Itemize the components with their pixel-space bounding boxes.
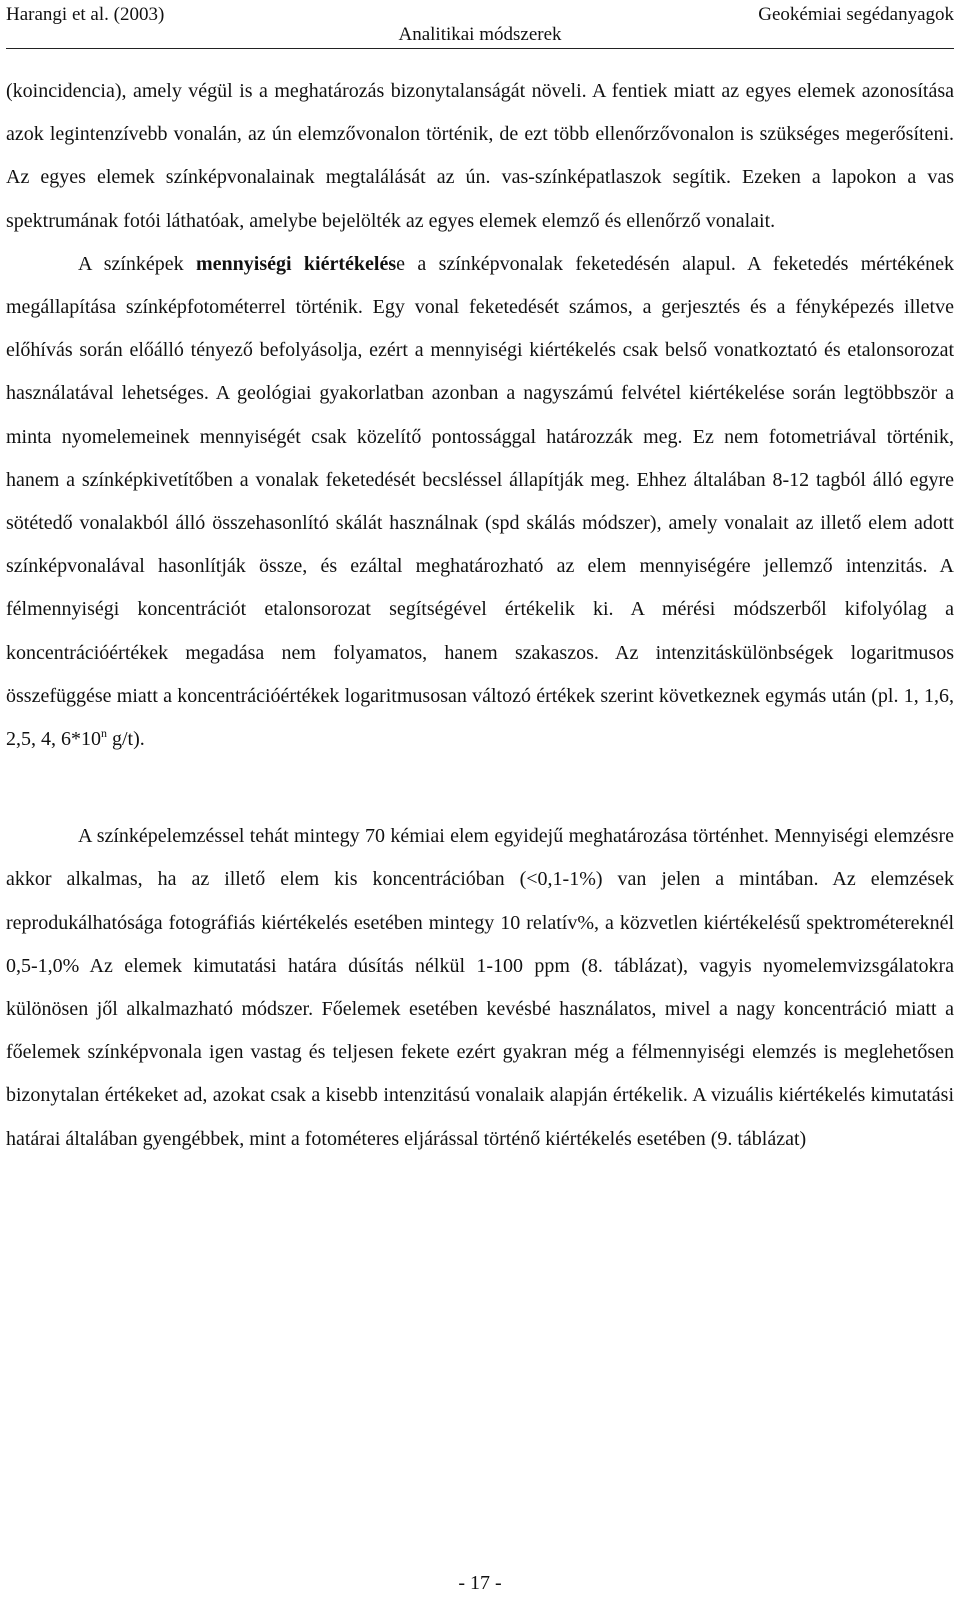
paragraph-2-lead: A színképek <box>78 252 197 275</box>
paragraph-3 <box>6 815 954 1161</box>
header-series-title: Geokémiai segédanyagok <box>758 4 954 25</box>
bold-term: mennyiségi kiértékelés <box>196 252 397 275</box>
header-author: Harangi et al. (2003) <box>6 4 165 25</box>
header-divider <box>6 48 954 49</box>
superscript-n: n <box>101 726 107 741</box>
page-number: - 17 - <box>458 1572 502 1594</box>
paragraph-3-text: A színképelemzéssel tehát mintegy 70 kémiai elem egyidejű meghatározása történhet. Mennyiségi elemzésre akkor alkalmas, ha az illető elem kis koncentrációban (<0,1-1%) van jelen a mintában. Az elemzések reprodukálhatósága fotográfiás kiértékelés esetében mintegy 10 relatív%, a közvetlen kiértékelésű spektrométereknél 0,5-1,0% Az elemek kimutatási határa dúsítás nélkül 1-100 ppm (8. táblázat), vagyis nyomelemvizsgálatokra különösen jől alkalmazható módszer. Főelemek esetében kevésbé használatos, mivel a nagy koncentráció miatt a főelemek színképvonala igen vastag és teljesen fekete ezért gyakran még a félmennyiségi elemzés is meglehetősen bizonytalan értékeket ad, azokat csak a kisebb intenzitású vonalaik alapján értékelik. A vizuális kiértékelés kimutatási határai általában gyengébbek, mint a fotométeres eljárással történő kiértékelés esetében (9. táblázat) <box>6 825 954 1150</box>
paragraph-2 <box>6 243 954 761</box>
page-body <box>6 70 954 1161</box>
paragraph-gap <box>6 761 954 815</box>
header-section-title: Analitikai módszerek <box>398 24 562 45</box>
paragraph-1-text: (koincidencia), amely végül is a meghatározás bizonytalanságát növeli. A fentiek miatt az egyes elemek azonosítása azok legintenzívebb vonalán, az ún elemzővonalon történik, de ezt több ellenőrzővonalon is szükséges megerősíteni. Az egyes elemek színképvonalainak megtalálását az ún. vas-színképatlaszok segítik. Ezeken a lapokon a vas spektrumának fotói láthatóak, amelybe bejelölték az egyes elemek elemző és ellenőrző vonalait. <box>6 80 954 232</box>
paragraph-1 <box>6 70 954 243</box>
paragraph-2-tail: g/t). <box>107 728 145 751</box>
paragraph-2-text: e a színképvonalak feketedésén alapul. A feketedés mértékének megállapítása színképfotométerrel történik. Egy vonal feketedését számos, a gerjesztés és a fényképezés illetve előhívás során előálló tényező befolyásolja, ezért a mennyiségi kiértékelés csak belső vonatkoztató és etalonsorozat használatával lehetséges. A geológiai gyakorlatban azonban a nagyszámú felvétel kiértékelése során legtöbbször a minta nyomelemeinek mennyiségét csak közelítő pontossággal határozzák meg. Ez nem fotometriával történik, hanem a színképkivetítőben a vonalak feketedését becsléssel állapítják meg. Ehhez általában 8-12 tagból álló egyre sötétedő vonalakból álló összehasonlító skálát használnak (spd skálás módszer), amely vonalait az illető elem adott színképvonalával hasonlítják össze, és ezáltal meghatározható az elem mennyiségére jellemző intenzitás. A félmennyiségi koncentrációt etalonsorozat segítségével értékelik ki. A mérési módszerből kifolyólag a koncentrációértékek megadása nem folyamatos, hanem szakaszos. Az intenzitáskülönbségek logaritmusos összefüggése miatt a koncentrációértékek logaritmusosan változó értékek szerint következnek egymás után (pl. 1, 1,6, 2,5, 4, 6*10 <box>6 252 955 751</box>
page-header <box>6 0 954 46</box>
